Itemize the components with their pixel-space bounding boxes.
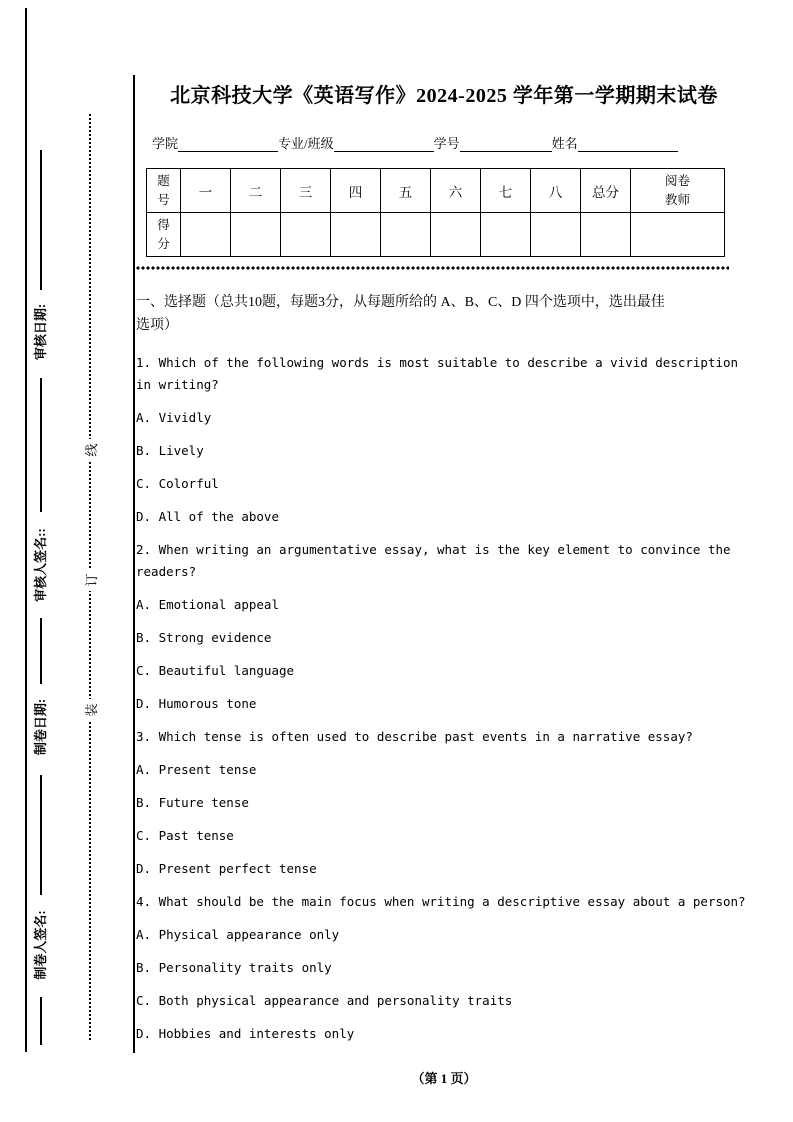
- grader-header-cell: 阅卷教师: [631, 169, 725, 213]
- student-id-fill-line: [460, 136, 552, 152]
- option-item: D. All of the above: [136, 509, 279, 524]
- score-input-cell: [431, 213, 481, 257]
- option-item: A. Vividly: [136, 410, 212, 425]
- score-input-cell: [231, 213, 281, 257]
- score-input-cell: [181, 213, 231, 257]
- grader-input-cell: [631, 213, 725, 257]
- questions-block: [136, 352, 752, 1045]
- option-item: C. Colorful: [136, 476, 219, 491]
- option-item: A. Present tense: [136, 762, 257, 777]
- column-header-cell: 八: [531, 169, 581, 213]
- option-item: D. Present perfect tense: [136, 861, 317, 876]
- content-left-rule: [133, 75, 135, 1053]
- option-item: A. Emotional appeal: [136, 597, 279, 612]
- score-input-cell: [531, 213, 581, 257]
- column-header-cell: 五: [381, 169, 431, 213]
- seal-fill-line: [40, 150, 42, 290]
- option-item: B. Lively: [136, 443, 204, 458]
- column-header-cell: 三: [281, 169, 331, 213]
- option-item: D. Hobbies and interests only: [136, 1026, 355, 1041]
- option-item: D. Humorous tone: [136, 696, 257, 711]
- student-id-label: 学号: [433, 136, 460, 151]
- binding-char-zhuang: 装: [79, 699, 101, 721]
- score-input-cell: [481, 213, 531, 257]
- column-header-cell: 七: [481, 169, 531, 213]
- option-item: A. Physical appearance only: [136, 927, 340, 942]
- seal-fill-line: [40, 997, 42, 1045]
- score-input-cell: [281, 213, 331, 257]
- name-fill-line: [578, 136, 678, 152]
- option-item: C. Past tense: [136, 828, 234, 843]
- major-class-fill-line: [334, 136, 434, 152]
- option-item: C. Beautiful language: [136, 663, 295, 678]
- column-header-cell: 二: [231, 169, 281, 213]
- score-input-cell: [581, 213, 631, 257]
- name-label: 姓名: [551, 136, 578, 151]
- score-input-cell: [331, 213, 381, 257]
- college-fill-line: [178, 136, 278, 152]
- score-input-cell: [381, 213, 431, 257]
- review-date-label: 审核日期:: [33, 303, 48, 361]
- page-title: 北京科技大学《英语写作》2024-2025 学年第一学期期末试卷: [170, 85, 718, 107]
- total-score-header-cell: 总分: [581, 169, 631, 213]
- section-heading: 一、选择题（总共10题，每题3分，从每题所给的 A、B、C、D 四个选项中，选出最佳选项）: [136, 295, 665, 333]
- column-header-cell: 四: [331, 169, 381, 213]
- column-header-cell: 六: [431, 169, 481, 213]
- student-info-row: [136, 132, 752, 152]
- major-class-label: 专业/班级: [278, 136, 334, 151]
- column-header-cell: 一: [181, 169, 231, 213]
- option-item: B. Personality traits only: [136, 960, 332, 975]
- question-text: 3. Which tense is often used to describe past events in a narrative essay?: [136, 729, 693, 744]
- score-table-score-row: [147, 213, 725, 257]
- reviewer-signature-label: 审核人签名::: [33, 528, 48, 602]
- question-text: 1. Which of the following words is most suitable to describe a vivid description in writing?: [136, 355, 739, 392]
- seal-fill-line: [40, 618, 42, 684]
- option-item: B. Strong evidence: [136, 630, 272, 645]
- score-header-cell: 得分: [147, 213, 181, 257]
- score-table: [146, 168, 725, 257]
- question-text: 2. When writing an argumentative essay, what is the key element to convince the readers?: [136, 542, 731, 579]
- binding-char-ding: 订: [79, 569, 101, 591]
- seal-margin-left-rule: [25, 8, 27, 1052]
- question-text: 4. What should be the main focus when writing a descriptive essay about a person?: [136, 894, 746, 909]
- papermaker-signature-label: 制卷人签名:: [33, 910, 48, 980]
- option-item: C. Both physical appearance and personality traits: [136, 993, 513, 1008]
- page-footer: （第 1 页）: [411, 1071, 477, 1086]
- main-content: [136, 82, 752, 1056]
- dotted-separator: [136, 266, 729, 270]
- seal-fill-line: [40, 775, 42, 895]
- binding-char-xian: 线: [79, 439, 101, 461]
- seal-fill-line: [40, 378, 42, 512]
- papermaking-date-label: 制卷日期:: [33, 698, 48, 756]
- college-label: 学院: [152, 136, 179, 151]
- question-number-header-cell: 题号: [147, 169, 181, 213]
- option-item: B. Future tense: [136, 795, 249, 810]
- score-table-header-row: [147, 169, 725, 213]
